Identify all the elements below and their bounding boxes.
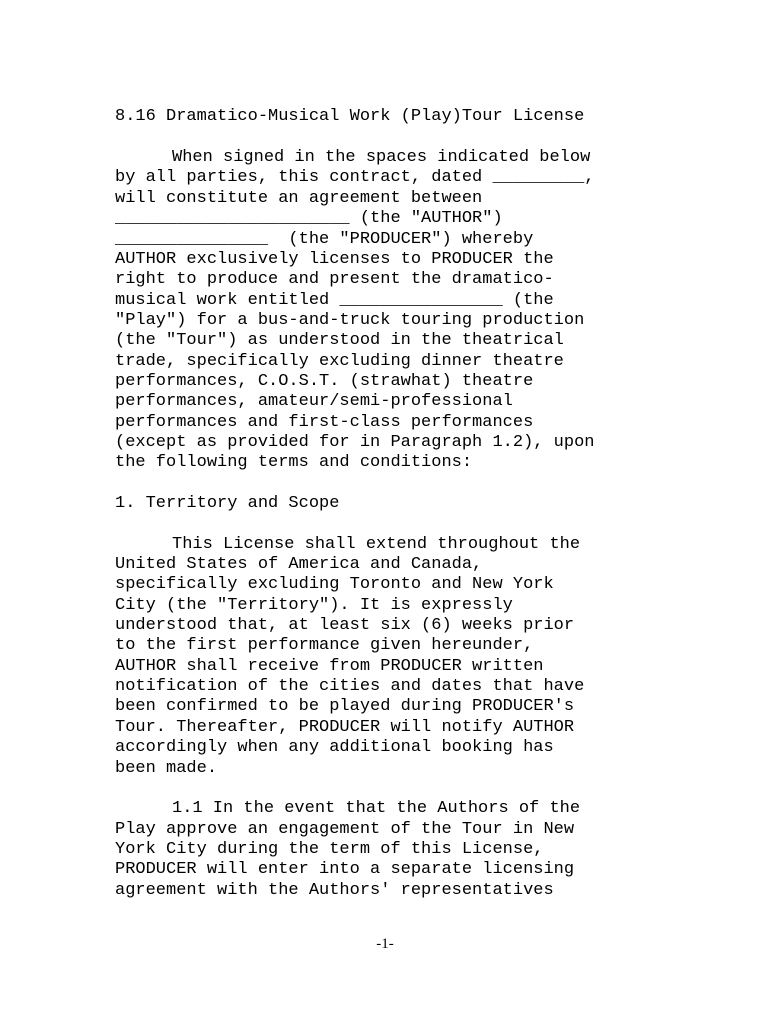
section-1-line: accordingly when any additional booking has [115, 738, 554, 757]
section-1-line: This License shall extend throughout the [172, 535, 581, 554]
intro-line: will constitute an agreement between [115, 189, 483, 208]
intro-line: AUTHOR exclusively licenses to PRODUCER the [115, 250, 554, 269]
section-1-heading: 1. Territory and Scope [115, 494, 340, 513]
intro-line: the following terms and conditions: [115, 453, 473, 472]
intro-line: When signed in the spaces indicated below [172, 148, 591, 167]
subsection-1-1-line: agreement with the Authors' representatives [115, 881, 554, 900]
section-1-line: understood that, at least six (6) weeks prior [115, 616, 575, 635]
section-1-line: Tour. Thereafter, PRODUCER will notify AUTHOR [115, 718, 575, 737]
subsection-1-1-line: Play approve an engagement of the Tour in New [115, 820, 575, 839]
intro-line: _______________ (the "PRODUCER") whereby [115, 230, 534, 249]
intro-line: right to produce and present the dramatico- [115, 270, 554, 289]
section-1-line: specifically excluding Toronto and New York [115, 575, 554, 594]
section-1-line: United States of America and Canada, [115, 555, 483, 574]
subsection-1-1-line: 1.1 In the event that the Authors of the [172, 799, 581, 818]
section-1-line: notification of the cities and dates that have [115, 677, 585, 696]
subsection-1-1-line: PRODUCER will enter into a separate licensing [115, 860, 575, 879]
subsection-1-1-line: York City during the term of this License, [115, 840, 544, 859]
intro-line: (the "Tour") as understood in the theatrical [115, 331, 564, 350]
intro-line: "Play") for a bus-and-truck touring production [115, 311, 585, 330]
document-heading: 8.16 Dramatico-Musical Work (Play)Tour License [115, 107, 585, 126]
section-1-line: City (the "Territory"). It is expressly [115, 596, 513, 615]
section-1-line: to the first performance given hereunder, [115, 636, 534, 655]
intro-line: performances, amateur/semi-professional [115, 392, 513, 411]
intro-line: by all parties, this contract, dated _________, [115, 168, 595, 187]
intro-line: (except as provided for in Paragraph 1.2), upon [115, 433, 595, 452]
intro-line: musical work entitled ________________ (the [115, 291, 554, 310]
intro-line: performances and first-class performances [115, 413, 534, 432]
intro-line: trade, specifically excluding dinner theatre [115, 352, 564, 371]
section-1-line: been confirmed to be played during PRODUCER's [115, 697, 575, 716]
intro-line: performances, C.O.S.T. (strawhat) theatre [115, 372, 534, 391]
page-number: -1- [376, 936, 394, 952]
section-1-line: AUTHOR shall receive from PRODUCER written [115, 657, 544, 676]
section-1-line: been made. [115, 759, 218, 778]
intro-line: _______________________ (the "AUTHOR") [115, 209, 503, 228]
